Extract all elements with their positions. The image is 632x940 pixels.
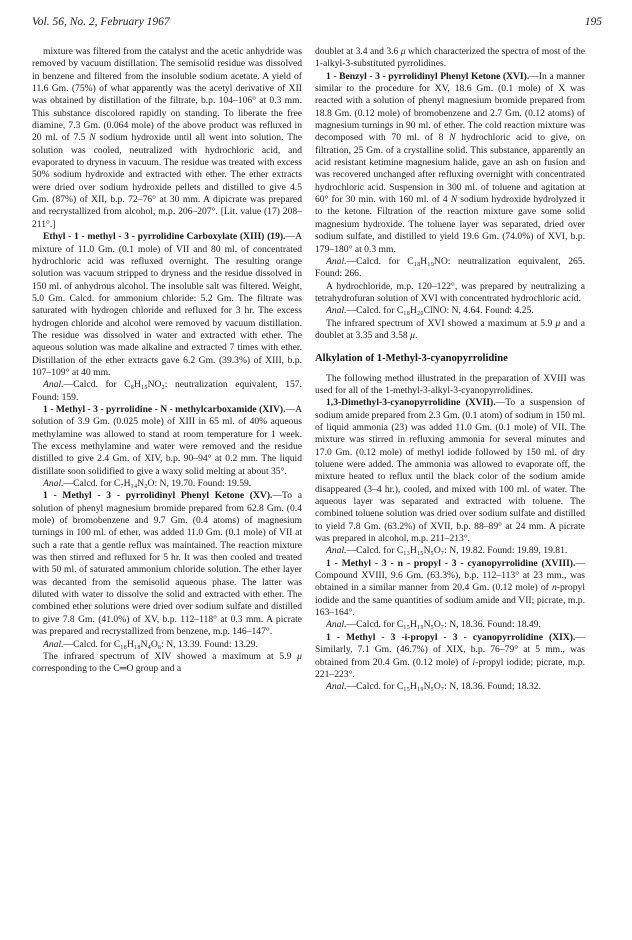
- para-xiv-ir-run: The infrared spectrum of XIV showed a maximum at 5.9: [43, 650, 298, 662]
- para-xvi-run: 1 - Benzyl - 3 - pyrrolidinyl Phenyl Ketone (XVI).: [326, 70, 530, 82]
- anal-xvi-hcl-run: Anal.: [326, 305, 347, 317]
- left-column: [32, 46, 302, 676]
- page-number: 195: [584, 16, 602, 28]
- para-ir-cont: [315, 46, 585, 71]
- para-xv: [32, 490, 302, 638]
- para-xiii-run: Ethyl - 1 - methyl - 3 - pyrrolidine Carboxylate (XIII) (19).: [43, 231, 286, 243]
- running-header: [32, 16, 602, 32]
- anal-xvi-hcl: [315, 305, 585, 317]
- para-xvi-run: hydrochloric acid to give, on filtration, 25 Gm. of a crystalline solid. This substance, apparently an acid resistant ketimine magnesium halide, gave an ash on fusion and was recovered unchanged after refluxing overnight with concentrated hydrochloric acid. Suspension in 300 ml. of toluene and agitation at 60° for 30 min. with 160 ml. of 4: [315, 132, 585, 206]
- section-heading: [315, 353, 585, 365]
- para-xvi-run: —In a manner similar to the procedure for XV, 18.6 Gm. (0.1 mole) of X was reacted with a solution of phenyl magnesium bromide prepared from 18.8 Gm. (0.12 mole) of bromobenzene and 2.7 Gm. (0.12 atoms) of magnesium turnings in 90 ml. of ether. The cold reaction mixture was decomposed with 70 ml. of 8: [315, 70, 585, 144]
- anal-xvii-run: Anal.: [326, 545, 347, 557]
- anal-xvii-run: —Calcd. for C₁₃H₁₅N₅O₇: N, 19.82. Found: 19.89, 19.81.: [346, 545, 568, 557]
- para-xii-workup-run: sodium hydroxide until all went into solution. The solution was cooled, neutralized with hydrochloric acid, and evaporated to dryness in vacuum. The residue was treated with excess 50% sodium hydroxide and extracted with ether. The ether extracts were dried over sodium hydroxide pellets and distilled to give 4.5 Gm. (87%) of XII, b.p. 72–76° at 30 mm. A dipicrate was prepared and recrystallized from alcohol, m.p. 206–207°. [Lit. value (17) 208–211°.]: [32, 132, 302, 230]
- anal-xvii: [315, 545, 585, 557]
- section-heading-run: Alkylation of 1-Methyl-3-cyanopyrrolidine: [315, 353, 508, 365]
- para-xix: [315, 632, 585, 681]
- para-xviii-run: -propyl iodide and the same quantities of sodium amide and VII; picrate, m.p. 163–164°.: [315, 582, 585, 619]
- anal-xiii-run: Anal.: [43, 379, 64, 391]
- para-alkylation-run: The following method illustrated in the preparation of XVIII was used for all of the 1-methyl-3-alkyl-3-cyanopyrrolidines.: [315, 372, 585, 396]
- para-xvi-run: N: [450, 194, 458, 206]
- para-xiii-run: —A mixture of 11.0 Gm. (0.1 mole) of VII and 80 ml. of concentrated hydrochloric acid was refluxed overnight. The resulting orange solution was vacuum stripped to dryness and the residue dissolved in 150 ml. of anhydrous alcohol. The insoluble salt was filtered. Weight, 5.0 Gm. Calcd. for ammonium chloride: 5.2 Gm. The filtrate was saturated with hydrogen chloride and refluxed for 3 hr. The excess hydrogen chloride and alcohol were removed by vacuum distillation. The residue was dissolved in water and extracted with ether. The aqueous solution was made alkaline and extracted 7 times with ether. Distillation of the ether extracts gave 6.2 Gm. (39.3%) of XIII, b.p. 107–109° at 40 mm.: [32, 231, 302, 378]
- para-xvi-run: N: [449, 132, 456, 144]
- anal-xiii: [32, 379, 302, 404]
- para-xvi-run: sodium hydroxide hydrolyzed it to the ketone. Filtration of the reaction mixture gave some solid magnesium hydroxide. The toluene layer was separated, dried over sodium sulfate, and distilled to yield 19.6 Gm. (74.0%) of XVI, b.p. 179–180° at 0.3 mm.: [315, 194, 585, 255]
- para-xvii-run: 1,3-Dimethyl-3-cyanopyrrolidine (XVII).: [326, 397, 496, 409]
- para-xvi: [315, 71, 585, 256]
- right-column: [315, 46, 585, 694]
- para-xii-workup-run: mixture was filtered from the catalyst and the acetic anhydride was removed by vacuum distillation. The semisolid residue was dissolved in benzene and filtered from the insoluble sodium acetate. A yield of 11.6 Gm. (75%) of what apparently was the acetyl derivative of XII was obtained by distillation of the filtrate, b.p. 104–106° at 0.3 mm. This substance discolored rapidly on standing. To liberate the free diamine, 7.3 Gm. (0.064 mole) of the above product was refluxed in 20 ml. of 7.5: [32, 46, 302, 144]
- anal-xv-run: —Calcd. for C₁₈H₁₈N₄O₈: N, 13.39. Found: 13.29.: [63, 638, 258, 650]
- para-ir-cont-run: which characterized the spectra of most of the 1-alkyl-3-substituted pyrrolidines.: [315, 46, 585, 70]
- para-xii-workup: [32, 46, 302, 231]
- anal-xix: [315, 681, 585, 693]
- para-xviii-run: 1 - Methyl - 3 - n - propyl - 3 - cyanopyrrolidine (XVIII).: [326, 557, 576, 569]
- para-xvii: [315, 397, 585, 545]
- para-xiv-ir: [32, 651, 302, 676]
- anal-xix-run: Anal.: [326, 681, 347, 693]
- anal-xviii-run: Anal.: [326, 619, 347, 631]
- anal-xvi-hcl-run: —Calcd. for C₁₈H₂₀ClNO: N, 4.64. Found: 4.25.: [346, 305, 534, 317]
- para-xviii: [315, 558, 585, 620]
- para-xvi-ir-run: μ: [555, 317, 561, 329]
- para-xix-run: -propyl iodide; picrate, m.p. 221–223°.: [315, 656, 586, 680]
- para-xiv-run: 1 - Methyl - 3 - pyrrolidine - N - methylcarboxamide (XIV).: [43, 403, 286, 415]
- para-xviii-run: n: [551, 582, 557, 594]
- anal-xiii-run: —Calcd. for C₈H₁₅NO₂: neutralization equivalent, 157. Found: 159.: [32, 379, 302, 403]
- para-xiv-ir-run: corresponding to the C═O group and a: [32, 663, 182, 675]
- para-xvi-hcl: [315, 281, 585, 306]
- anal-xv: [32, 639, 302, 651]
- anal-xiv: [32, 478, 302, 490]
- para-xiv-run: —A solution of 3.9 Gm. (0.025 mole) of XIII in 65 ml. of 40% aqueous methylamine was allowed to stand at room temperature for 1 week. The excess methylamine and water were removed and the residue distilled to give 2.4 Gm. of XIV, b.p. 90–94° at 0.2 mm. The liquid distillate soon solidified to give a waxy solid melting at about 35°.: [32, 403, 302, 477]
- para-xv-run: 1 - Methyl - 3 - pyrrolidinyl Phenyl Ketone (XV).: [43, 490, 273, 502]
- para-xvi-ir-run: μ: [410, 329, 415, 341]
- para-xiv: [32, 404, 302, 478]
- journal-citation: Vol. 56, No. 2, February 1967: [32, 16, 170, 28]
- anal-xviii-run: —Calcd. for C₁₅H₁₉N₅O₇: N, 18.36. Found: 18.49.: [346, 619, 541, 631]
- para-ir-cont-run: doublet at 3.4 and 3.6: [315, 46, 401, 57]
- para-xvi-ir: [315, 318, 585, 343]
- para-xviii-run: —Compound XVIII, 9.6 Gm. (63.3%), b.p. 112–113° at 23 mm., was obtained in a similar manner from 20.4 Gm. (0.12 mole) of: [315, 557, 585, 594]
- para-alkylation: [315, 373, 585, 398]
- para-xix-run: —Similarly, 7.1 Gm. (46.7%) of XIX, b.p. 76–79° at 5 mm., was obtained from 20.4 Gm. (0.12 mole) of: [315, 631, 585, 668]
- anal-xvi-run: Anal.: [326, 255, 347, 267]
- anal-xv-run: Anal.: [43, 638, 64, 650]
- para-xvi-ir-run: and a doublet at 3.35 and 3.58: [315, 317, 585, 341]
- anal-xix-run: —Calcd. for C₁₅H₁₉N₅O₇: N, 18.36. Found; 18.32.: [346, 681, 541, 693]
- anal-xviii: [315, 619, 585, 631]
- para-xvii-run: —To a suspension of sodium amide prepared from 2.3 Gm. (0.1 atom) of sodium in 150 ml. of liquid ammonia (23) was added 11.0 Gm. (0.1 mole) of VII. The mixture was stirred in refluxing ammonia for several minutes and 17.0 Gm. (0.12 mole) of methyl iodide followed by 150 ml. of dry toluene were added. The ammonia was allowed to evaporate off, the mixture heated to reflux until the black color of the sodium amide disappeared (3–4 hr.), cooled, and mixed with 100 ml. of water. The aqueous layer was separated and extracted with toluene. The combined toluene solution was dried over sodium sulfate and distilled to yield 7.8 Gm. (63.2%) of XVII, b.p. 88–89° at 24 mm. A picrate was prepared in alcohol, m.p. 211–213°.: [315, 397, 585, 545]
- para-ir-cont-run: μ: [400, 46, 406, 57]
- anal-xvi-run: —Calcd. for C₁₈H₁₉NO: neutralization equivalent, 265. Found: 266.: [315, 255, 585, 280]
- para-xix-run: i: [472, 656, 476, 668]
- para-xvi-ir-run: The infrared spectrum of XVI showed a maximum at 5.9: [326, 317, 556, 329]
- para-xii-workup-run: N: [89, 132, 96, 144]
- para-xiii: [32, 231, 302, 379]
- para-xiv-ir-run: μ: [297, 650, 302, 662]
- para-xix-run: 1 - Methyl - 3 -i-propyl - 3 - cyanopyrrolidine (XIX).: [326, 631, 576, 643]
- anal-xvi: [315, 256, 585, 281]
- para-xvi-hcl-run: A hydrochloride, m.p. 120–122°, was prepared by neutralizing a tetrahydrofuran solution of XVI with concentrated hydrochloric acid.: [315, 280, 585, 304]
- anal-xiv-run: —Calcd. for C₇H₁₄N₂O: N, 19.70. Found: 19.59.: [63, 478, 252, 490]
- anal-xiv-run: Anal.: [43, 478, 64, 490]
- para-xvi-ir-run: .: [414, 329, 418, 341]
- para-xv-run: —To a solution of phenyl magnesium bromide prepared from 62.8 Gm. (0.4 mole) of bromobenzene and 9.7 Gm. (0.4 atoms) of magnesium turnings in 100 ml. of ether, was added 11.0 Gm. (0.1 mole) of VII at such a rate that a gentle reflux was maintained. The reaction mixture was then stirred and refluxed for 5 hr. It was then cooled and treated with 50 ml. of saturated ammonium chloride solution. The ether layer was decanted from the semisolid aqueous phase. The latter was diluted with water to dissolve the solid and extracted with ether. The combined ether solutions were dried over sodium sulfate and distilled to give 7.8 Gm. (41.0%) of XV, b.p. 112–118° at 0.3 mm. A picrate was prepared and recrystallized from benzene, m.p. 146–147°.: [32, 490, 302, 638]
